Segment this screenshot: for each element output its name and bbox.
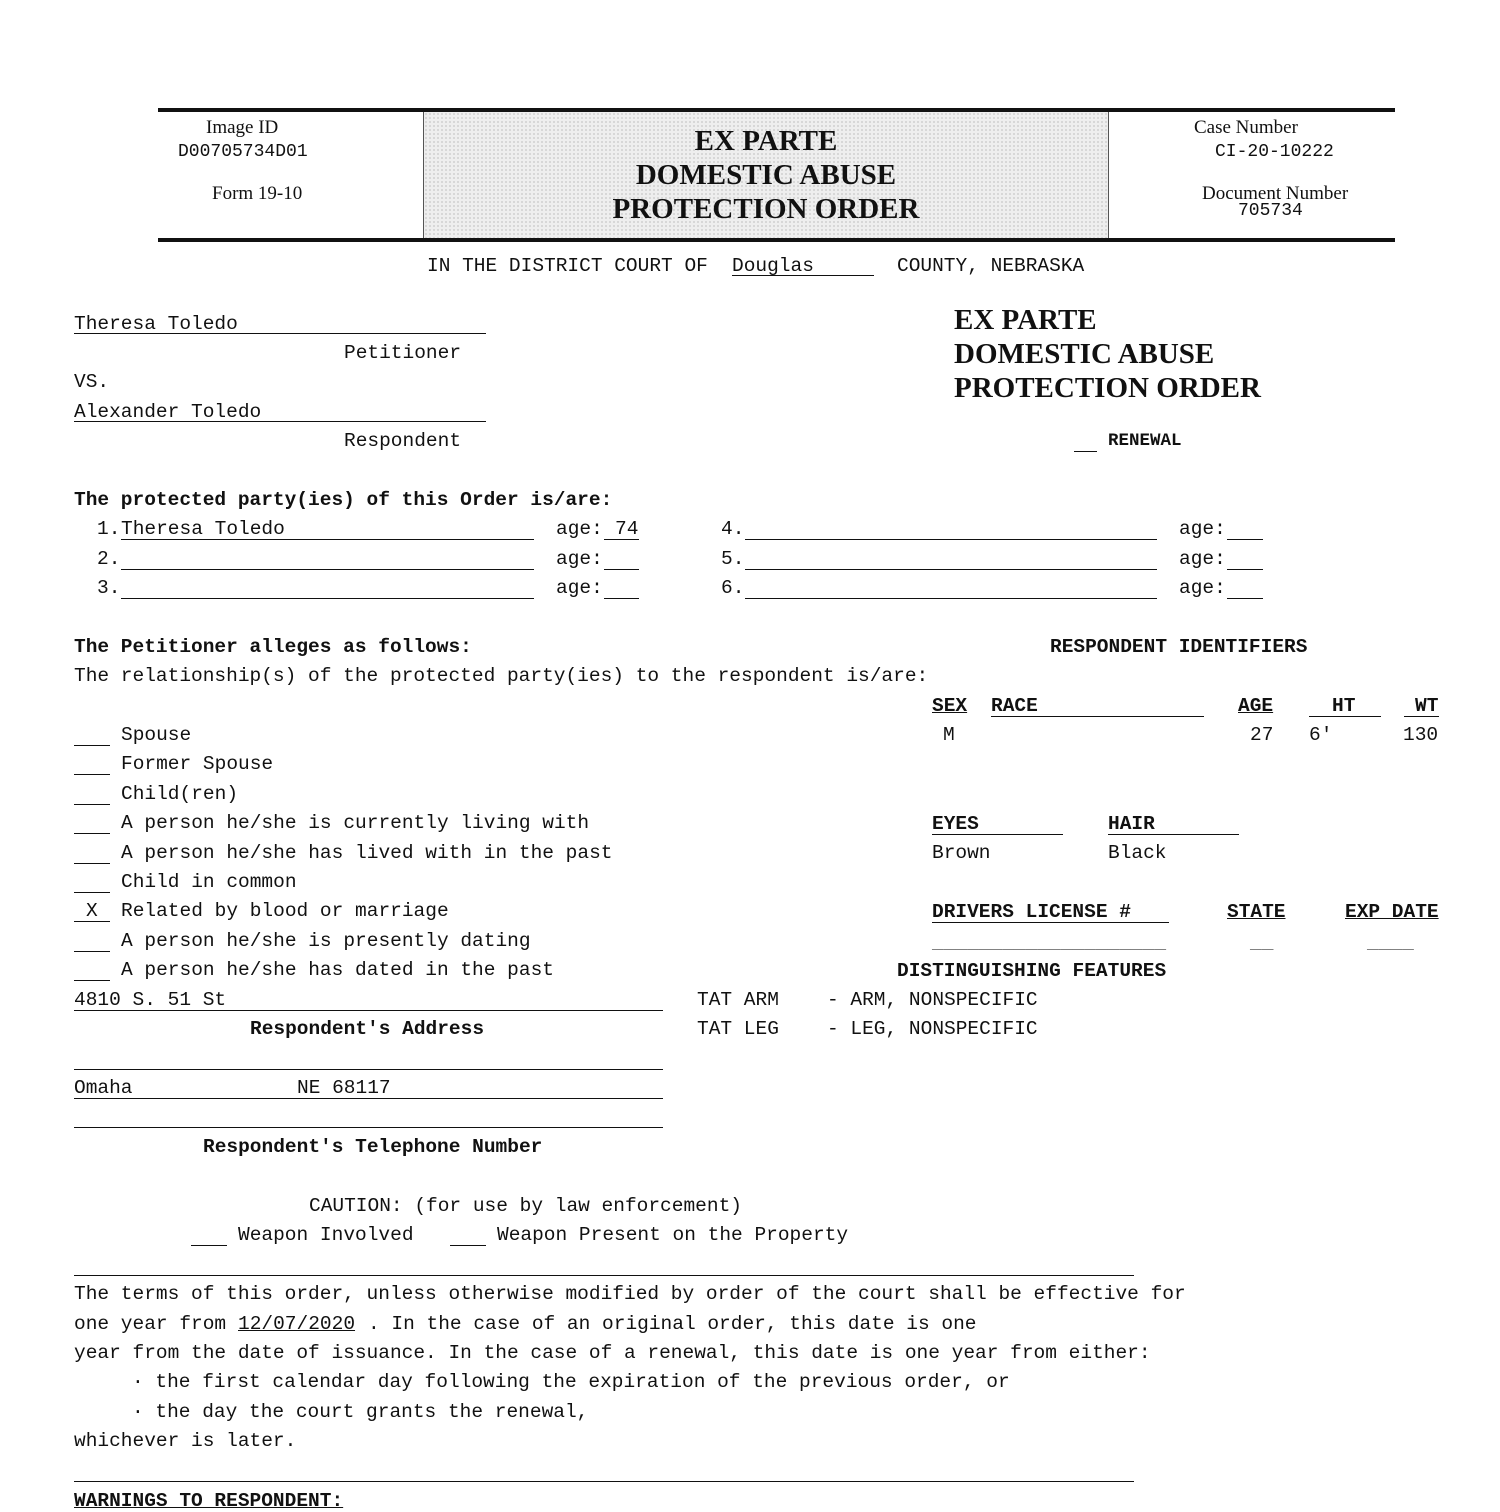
terms-line: . In the case of an original order, this date is one — [368, 1313, 977, 1335]
relationship-label: Child in common — [121, 871, 297, 893]
title-line: EX PARTE — [694, 125, 838, 157]
dl-value: ____________________ — [932, 932, 1167, 954]
case-number-label: Case Number — [1194, 117, 1298, 138]
petitioner-label: Petitioner — [344, 342, 462, 364]
title-line: DOMESTIC ABUSE — [954, 338, 1215, 370]
terms-bullet: · the first calendar day following the expiration of the previous order, or — [132, 1371, 1010, 1393]
weapon-present: Weapon Present on the Property — [497, 1224, 849, 1246]
title-line: EX PARTE — [954, 304, 1097, 336]
warnings-heading: WARNINGS TO RESPONDENT: — [74, 1490, 344, 1512]
sex-value: M — [943, 724, 955, 746]
party-number: 6. — [721, 577, 745, 599]
effective-date: 12/07/2020 — [238, 1313, 356, 1335]
relationship-intro: The relationship(s) of the protected party(ies) to the respondent is/are: — [74, 665, 929, 687]
title-line: PROTECTION ORDER — [612, 193, 920, 225]
features-heading: DISTINGUISHING FEATURES — [897, 960, 1167, 982]
relationship-label: A person he/she has dated in the past — [121, 959, 554, 982]
weapon-involved: Weapon Involved — [238, 1224, 414, 1246]
form-number: Form 19-10 — [212, 183, 303, 204]
hair-label: HAIR — [1108, 813, 1155, 835]
party-number: 3. — [97, 577, 121, 599]
respondent-label: Respondent — [344, 430, 462, 452]
form-header — [158, 108, 1395, 242]
court-suffix: COUNTY, NEBRASKA — [897, 255, 1085, 277]
party-age: 74 — [615, 518, 639, 540]
respondent-name: Alexander Toledo — [74, 401, 262, 423]
identifiers-heading: RESPONDENT IDENTIFIERS — [1050, 636, 1308, 658]
age-label: age: — [1179, 577, 1226, 599]
hair-value: Black — [1108, 842, 1167, 864]
sex-label: SEX — [932, 695, 968, 717]
terms-line: whichever is later. — [74, 1430, 297, 1452]
eyes-label: EYES — [932, 813, 979, 835]
party-number: 4. — [721, 518, 745, 540]
relationship-label: Related by blood or marriage — [121, 900, 449, 923]
age-value: 27 — [1250, 724, 1274, 746]
exp-label: EXP DATE — [1345, 901, 1439, 923]
caution-text: CAUTION: (for use by law enforcement) — [309, 1195, 742, 1217]
race-label: RACE — [991, 695, 1038, 717]
image-id: D00705734D01 — [178, 142, 308, 162]
wt-value: 130 — [1403, 724, 1439, 746]
relationship-label: Spouse — [121, 724, 192, 746]
petitioner-name: Theresa Toledo — [74, 313, 238, 335]
relationship-label: Child(ren) — [121, 782, 239, 805]
feature-desc: - ARM, NONSPECIFIC — [827, 989, 1038, 1011]
case-number: CI-20-10222 — [1215, 142, 1334, 162]
feature-code: TAT ARM — [697, 989, 779, 1011]
address-label: Respondent's Address — [250, 1018, 485, 1040]
party-number: 5. — [721, 548, 745, 570]
party-name: Theresa Toledo — [121, 518, 285, 540]
state-value: __ — [1250, 932, 1274, 954]
feature-desc: - LEG, NONSPECIFIC — [827, 1018, 1038, 1040]
image-id-cell — [158, 112, 358, 238]
ht-value: 6' — [1309, 724, 1333, 746]
respondent-state-zip: NE 68117 — [297, 1077, 391, 1099]
document-number-label: Document Number — [1202, 183, 1349, 204]
wt-label: WT — [1415, 695, 1439, 717]
dl-label: DRIVERS LICENSE # — [932, 901, 1131, 923]
protected-heading: The protected party(ies) of this Order is/are: — [74, 489, 613, 511]
relationship-label: A person he/she is currently living with — [121, 812, 590, 835]
image-id-label: Image ID — [206, 117, 279, 138]
relationship-label: A person he/she is presently dating — [121, 929, 531, 952]
respondent-street: 4810 S. 51 St — [74, 989, 227, 1011]
header-title — [423, 112, 1109, 238]
exp-value: ____ — [1367, 932, 1414, 954]
ht-label: HT — [1332, 695, 1356, 717]
age-label: age: — [1179, 518, 1226, 540]
relationship-checkbox: X — [86, 900, 98, 923]
party-number: 2. — [97, 548, 121, 570]
terms-line: year from the date of issuance. In the case of a renewal, this date is one year from either: — [74, 1342, 1151, 1364]
eyes-value: Brown — [932, 842, 991, 864]
age-label: age: — [1179, 548, 1226, 570]
feature-code: TAT LEG — [697, 1018, 779, 1040]
age-header: AGE — [1238, 695, 1274, 717]
relationship-label: Former Spouse — [121, 753, 274, 776]
county: Douglas — [732, 255, 814, 277]
party-number: 1. — [97, 518, 121, 540]
renewal-label: RENEWAL — [1108, 431, 1182, 451]
age-label: age: — [556, 577, 603, 599]
terms-line: one year from — [74, 1313, 227, 1335]
title-line: PROTECTION ORDER — [954, 372, 1261, 404]
age-label: age: — [556, 548, 603, 570]
document-number: 705734 — [1238, 201, 1303, 221]
relationship-label: A person he/she has lived with in the past — [121, 841, 613, 864]
case-cell — [1108, 112, 1395, 238]
respondent-city: Omaha — [74, 1077, 133, 1099]
order-title — [954, 303, 1261, 405]
vs-label: VS. — [74, 371, 110, 393]
state-label: STATE — [1227, 901, 1286, 923]
alleges-heading: The Petitioner alleges as follows: — [74, 636, 472, 658]
terms-bullet: · the day the court grants the renewal, — [132, 1401, 589, 1423]
terms-line: The terms of this order, unless otherwise modified by order of the court shall be effective for — [74, 1283, 1186, 1305]
title-line: DOMESTIC ABUSE — [635, 159, 897, 191]
phone-label: Respondent's Telephone Number — [203, 1136, 543, 1158]
court-prefix: IN THE DISTRICT COURT OF — [427, 255, 708, 277]
age-label: age: — [556, 518, 603, 540]
